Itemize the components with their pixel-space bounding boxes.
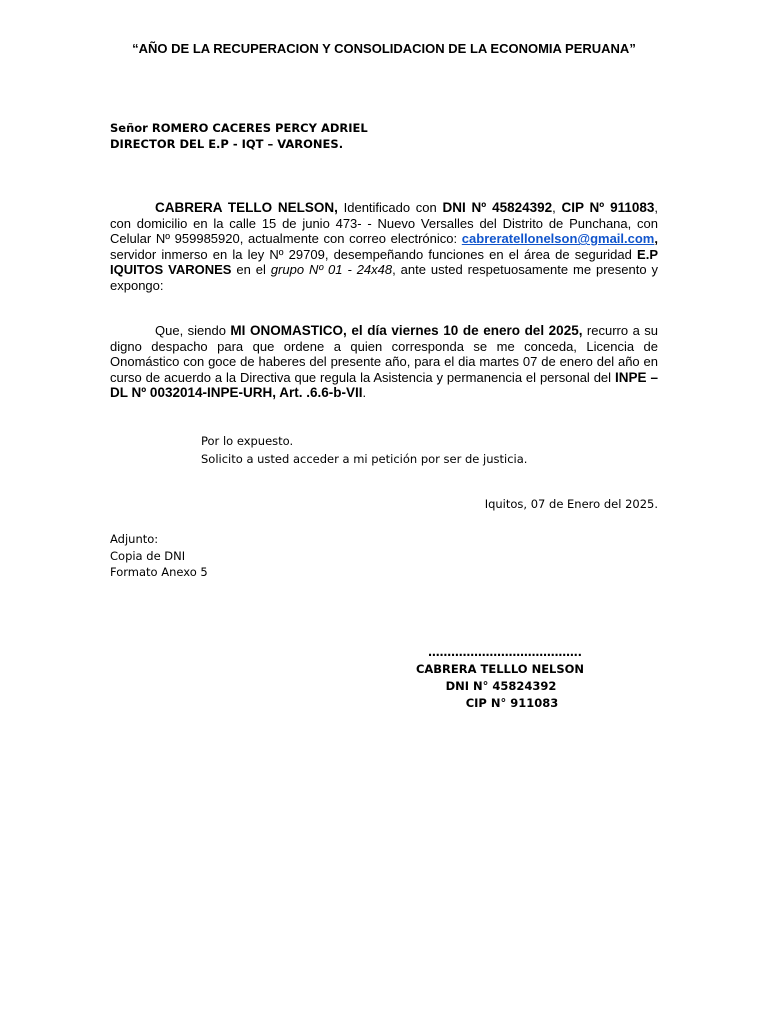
signature-name: CABRERA TELLLO NELSON [415,662,585,676]
dni-number: DNI Nº 45824392 [442,200,553,215]
signature-block [405,644,605,712]
addressee-position: DIRECTOR DEL E.P - IQT – VARONES. [110,137,344,151]
intro-text: Identificado con [337,200,443,215]
address-text: , con domicilio en la calle 15 de junio 473- - Nuevo Versalles del Distrito de Punchana, con Celular Nº 959985920, actualmente con correo electrónico: [110,200,658,247]
attachments-block [110,531,208,581]
attachment-item: Formato Anexo 5 [110,565,208,579]
email-link[interactable]: cabreratellonelson@gmail.com [461,231,655,247]
signature-line: …………………………………. [428,645,582,659]
work-unit: E.P IQUITOS VARONES [110,246,658,278]
attachments-label: Adjunto: [110,532,159,546]
closing-line: Por lo expuesto. [201,434,294,448]
addressee-name: Señor ROMERO CACERES PERCY ADRIEL [110,121,368,135]
closing-block [201,432,527,468]
signature-cip: CIP N° 911083 [465,696,559,710]
regulation-reference: INPE – DL Nº 0032014-INPE-URH, Art. .6.6-b-VII [110,369,658,401]
signature-dni: DNI N° 45824392 [445,679,557,693]
applicant-name: CABRERA TELLO NELSON, [155,200,338,215]
presentation-text: , ante usted respetuosamente me presento y expongo: [110,262,658,293]
request-intro: Que, siendo [155,323,231,338]
request-end: . [362,385,367,401]
group-prefix: en el [231,262,271,278]
intro-separator: , [552,200,562,215]
work-group: grupo Nº 01 - 24x48 [270,262,393,278]
addressee-block [110,120,368,152]
request-body: recurro a su digno despacho para que ordene a quien corresponda se me conceda, Licencia de Onomástico con goce de haberes del presente año, para el dia martes 07 de enero del año en curso de acuerdo a la Directiva que regula la Asistencia y permanencia el personal del [110,323,658,385]
page-title: “AÑO DE LA RECUPERACION Y CONSOLIDACION DE LA ECONOMIA PERUANA” [132,41,636,56]
request-paragraph [110,323,658,401]
email-comma: , [654,231,658,247]
onomastic-date: MI ONOMASTICO, el día viernes 10 de enero del 2025, [230,323,583,338]
attachment-item: Copia de DNI [110,548,186,563]
employment-text: servidor inmerso en la ley Nº 29709, desempeñando funciones en el área de seguridad [110,246,638,262]
introduction-paragraph [110,200,658,294]
cip-number: CIP Nº 911083 [561,200,655,215]
letter-date: Iquitos, 07 de Enero del 2025. [484,497,658,511]
closing-request: Solicito a usted acceder a mi petición por ser de justicia. [201,452,528,466]
